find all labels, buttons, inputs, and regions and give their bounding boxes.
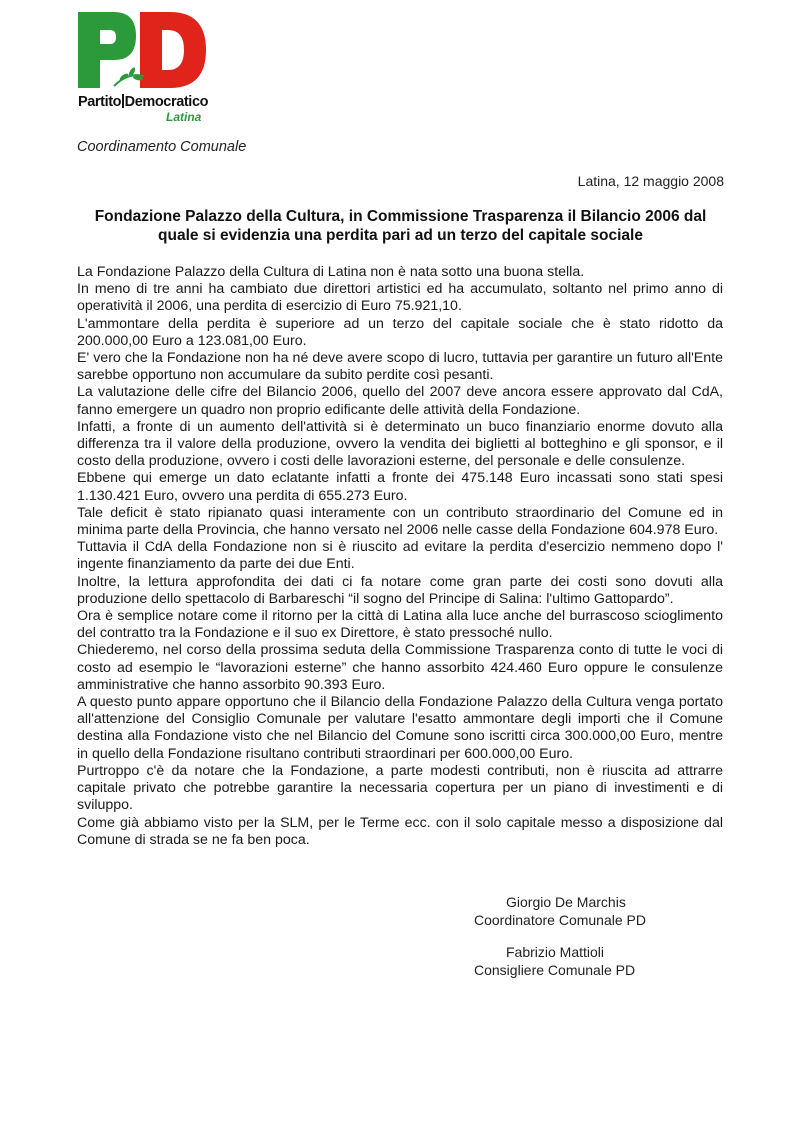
body-paragraph: A questo punto appare opportuno che il Bilancio della Fondazione Palazzo della Cultura venga portato all'attenzione del Consiglio Comunale per valutare l'esatto ammontare degli importi che il Comune destina alla Fondazione visto che nel Bilancio del Comune sono iscritti circa 300.000,00 Euro, mentre in quello della Fondazione risultano contributi straordinari per 600.000,00 Euro.: [77, 694, 723, 762]
pd-logo-icon: [74, 10, 210, 90]
logo-wordmark: [78, 94, 208, 110]
signatory-role: Coordinatore Comunale PD: [474, 912, 646, 928]
body-paragraph: Tale deficit è stato ripianato quasi interamente con un contributo straordinario del Comune ed in minima parte della Provincia, che hanno versato nel 2006 nelle casse della Fondazione 604.978 Euro.: [77, 504, 723, 539]
party-logo: [74, 10, 214, 122]
body-paragraph: Inoltre, la lettura approfondita dei dati ci fa notare come gran parte dei costi sono dovuti alla produzione dello spettacolo di Barbareschi “il sogno del Principe di Salina: l'ultimo Gattopardo”.: [77, 573, 723, 607]
body-paragraph: L'ammontare della perdita è superiore ad un terzo del capitale sociale che è stato ridotto da 200.000,00 Euro a 123.081,00 Euro.: [77, 315, 723, 349]
letter-date: Latina, 12 maggio 2008: [577, 173, 724, 189]
body-paragraph: E' vero che la Fondazione non ha né deve avere scopo di lucro, tuttavia per garantire un futuro all'Ente sarebbe opportuno non accumulare da subito perdite così pesanti.: [77, 350, 723, 384]
signatory-name: Fabrizio Mattioli: [506, 944, 605, 960]
logo-letter-d: [140, 12, 206, 88]
body-paragraph: Ora è semplice notare come il ritorno per la città di Latina alla luce anche del burrascoso scioglimento del contratto tra la Fondazione e il suo ex Direttore, è stato pressoché nullo.: [77, 608, 723, 642]
body-paragraph: Purtroppo c'è da notare che la Fondazione, a parte modesti contributi, non è riuscita ad attrarre capitale privato che potrebbe garantire la necessaria copertura per un piano di investimenti e di sviluppo.: [77, 762, 723, 814]
press-release-body: [77, 264, 723, 849]
logo-separator: [122, 94, 124, 108]
body-paragraph: Tuttavia il CdA della Fondazione non si è riuscito ad evitare la perdita d'esercizio nemmeno dopo l' ingente finanziamento da parte dei due Enti.: [77, 539, 723, 573]
body-paragraph: Ebbene qui emerge un dato eclatante infatti a fronte dei 475.148 Euro incassati sono stati spesi 1.130.421 Euro, ovvero una perdita di 655.273 Euro.: [77, 470, 723, 504]
signature-block-1: [474, 893, 646, 929]
signatory-name: Giorgio De Marchis: [506, 894, 626, 910]
logo-word-democratico: Democratico: [124, 94, 209, 110]
press-release-title: Fondazione Palazzo della Cultura, in Commissione Trasparenza il Bilancio 2006 dal quale si evidenzia una perdita pari ad un terzo del capitale sociale: [94, 208, 707, 244]
office-subtitle: Coordinamento Comunale: [77, 139, 247, 155]
logo-city: Latina: [166, 110, 202, 124]
logo-word-partito: Partito: [78, 94, 122, 110]
body-paragraph: Infatti, a fronte di un aumento dell'attività si è determinato un buco finanziario enorme dovuto alla differenza tra il valore della produzione, ovvero la vendita dei biglietti al botteghino e gli sponsor, e il costo della produzione, ovvero i costi delle lavorazioni esterne, del personale e delle consulenze.: [77, 418, 723, 470]
body-paragraph: In meno di tre anni ha cambiato due direttori artistici ed ha accumulato, soltanto nel primo anno di operatività il 2006, una perdita di esercizio di Euro 75.921,10.: [77, 281, 723, 315]
signatory-role: Consigliere Comunale PD: [474, 962, 636, 978]
body-paragraph: La Fondazione Palazzo della Cultura di Latina non è nata sotto una buona stella.: [77, 264, 585, 280]
body-paragraph: La valutazione delle cifre del Bilancio 2006, quello del 2007 deve ancora essere approvato dal CdA, fanno emergere un quadro non proprio edificante delle attività della Fondazione.: [77, 384, 723, 418]
signature-block-2: [474, 943, 635, 979]
body-paragraph: Come già abbiamo visto per la SLM, per le Terme ecc. con il solo capitale messo a disposizione dal Comune di strada se ne fa ben poca.: [77, 814, 723, 848]
body-paragraph: Chiederemo, nel corso della prossima seduta della Commissione Trasparenza conto di tutte le voci di costo ad esempio le “lavorazioni esterne” che hanno assorbito 424.460 Euro oppure le consulenze amministrative che hanno assorbito 90.393 Euro.: [77, 642, 723, 693]
